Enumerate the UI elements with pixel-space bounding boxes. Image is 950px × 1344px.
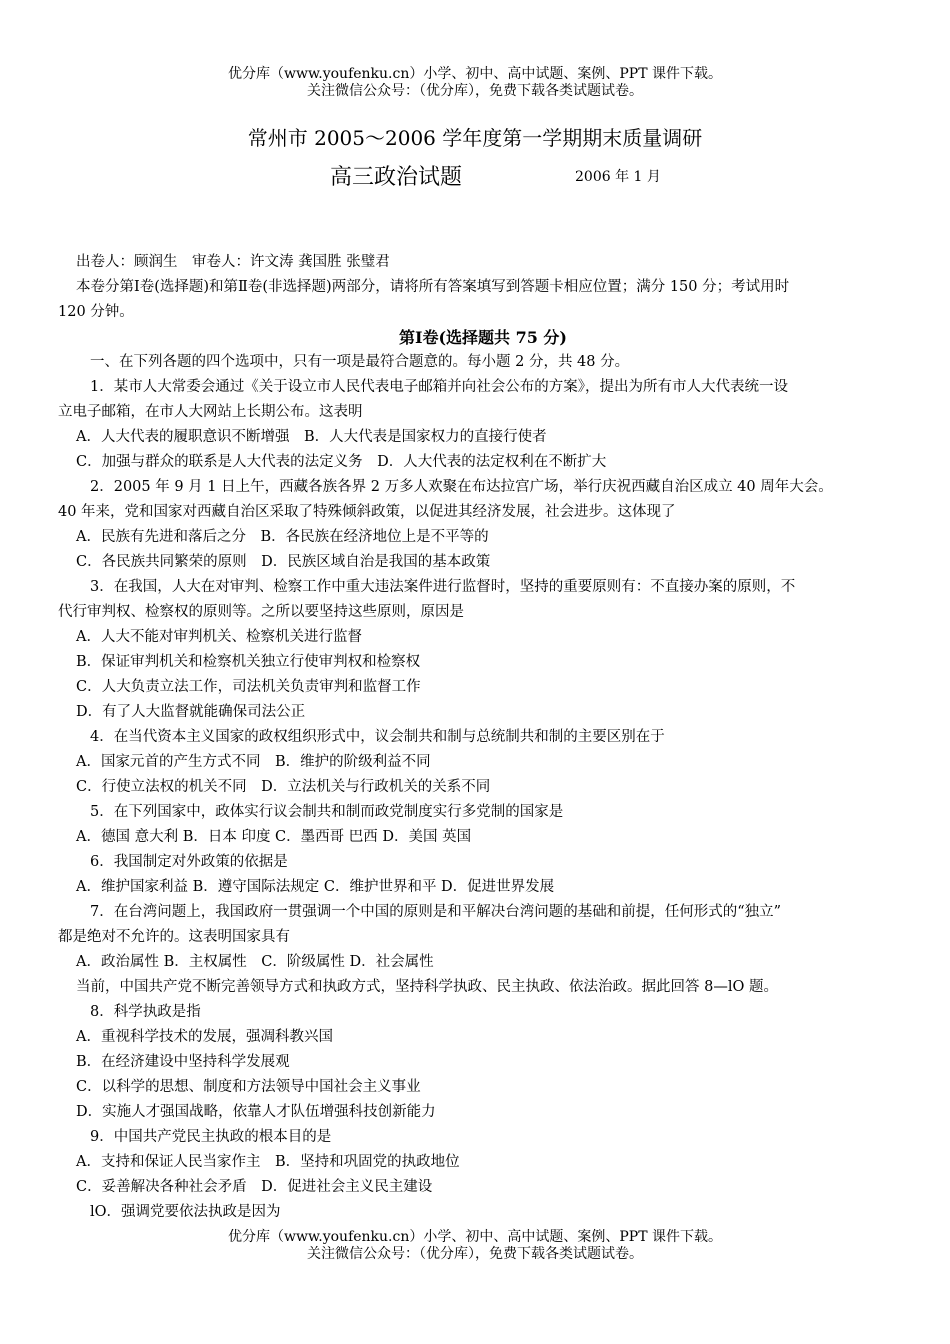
intro-line-1: 本卷分第Ⅰ卷(选择题)和第Ⅱ卷(非选择题)两部分，请将所有答案填写到答题卡相应位置；满分 150 分；考试用时 bbox=[76, 279, 790, 295]
question-8-option-a: A．重视科学技术的发展，强凋科教兴国 bbox=[76, 1029, 333, 1045]
question-1-text-cont: 立电子邮箱，在市人大网站上长期公布。这表明 bbox=[58, 404, 363, 420]
part-instruction: 一、在下列各题的四个选项中，只有一项是最符合题意的。每小题 2 分，共 48 分。 bbox=[90, 354, 630, 370]
question-1-options-ab: A．人大代表的履职意识不断增强 B．人大代表是国家权力的直接行使者 bbox=[76, 429, 547, 445]
question-3-option-a: A．人大不能对审判机关、检察机关进行监督 bbox=[76, 629, 362, 645]
footer-line-2: 关注微信公众号：（优分库），免费下载各类试题试卷。 bbox=[307, 1246, 643, 1262]
section-title: 第Ⅰ卷(选择题共 75 分) bbox=[398, 328, 568, 347]
footer-line-1: 优分库（www.youfenku.cn）小学、初中、高中试题、案例、PPT 课件下载。 bbox=[227, 1229, 722, 1245]
question-8-option-c: C．以科学的思想、制度和方法领导中国社会主义事业 bbox=[76, 1079, 421, 1095]
question-4-options-ab: A．国家元首的产生方式不同 B．维护的阶级利益不同 bbox=[76, 754, 431, 770]
question-5-options: A．德国 意大利 B．日本 印度 C．墨西哥 巴西 D．美国 英国 bbox=[76, 829, 472, 845]
question-7-options: A．政治属性 B．主权属性 C．阶级属性 D．社会属性 bbox=[76, 954, 434, 970]
question-2-options-cd: C．各民族共同繁荣的原则 D．民族区域自治是我国的基本政策 bbox=[76, 554, 491, 570]
exam-subject: 高三政治试题 bbox=[330, 165, 463, 190]
question-3-text-cont: 代行审判权、检察权的原则等。之所以要坚持这些原则，原因是 bbox=[58, 604, 464, 620]
page-header bbox=[0, 66, 950, 100]
question-1-text: 1．某市人大常委会通过《关于设立市人民代表电子邮箱并向社会公布的方案》，提出为所有市人大代表统一设 bbox=[90, 379, 788, 395]
question-2-text-cont: 40 年来，党和国家对西藏自治区采取了特殊倾斜政策，以促进其经济发展，社会进步。这体现了 bbox=[58, 504, 676, 520]
question-8-option-b: B．在经济建设中坚持科学发展观 bbox=[76, 1054, 290, 1070]
question-7-text-cont: 都是绝对不允许的。这表明国家具有 bbox=[58, 929, 290, 945]
question-8-option-d: D．实施人才强国战略，依靠人才队伍增强科技创新能力 bbox=[76, 1104, 436, 1120]
question-3-text: 3．在我国，人大在对审判、检察工作中重大违法案件进行监督时，坚持的重要原则有：不直接办案的原则，不 bbox=[90, 579, 796, 595]
question-2-options-ab: A．民族有先进和落后之分 B．各民族在经济地位上是不平等的 bbox=[76, 529, 489, 545]
authors-line: 出卷人：顾润生 审卷人：许文涛 龚国胜 张璧君 bbox=[76, 254, 390, 270]
question-3-option-c: C．人大负责立法工作，司法机关负责审判和监督工作 bbox=[76, 679, 421, 695]
question-9-text: 9．中国共产党民主执政的根本目的是 bbox=[90, 1129, 332, 1145]
page-footer bbox=[0, 1229, 950, 1263]
question-10-text: lO．强调党要依法执政是因为 bbox=[90, 1204, 281, 1220]
question-6-text: 6．我国制定对外政策的依据是 bbox=[90, 854, 288, 870]
exam-date: 2006 年 1 月 bbox=[575, 169, 661, 185]
question-9-options-cd: C．妥善解决各种社会矛盾 D．促进社会主义民主建设 bbox=[76, 1179, 433, 1195]
exam-title: 常州市 2005～2006 学年度第一学期期末质量调研 bbox=[247, 126, 703, 150]
intro-line-2: 120 分钟。 bbox=[58, 304, 134, 320]
question-3-option-b: B．保证审判机关和检察机关独立行使审判权和检察权 bbox=[76, 654, 421, 670]
question-7-text: 7．在台湾问题上，我国政府一贯强调一个中国的原则是和平解决台湾问题的基础和前提，任何形式的“独立” bbox=[90, 904, 782, 920]
question-8-text: 8．科学执政是指 bbox=[90, 1004, 201, 1020]
question-5-text: 5．在下列国家中，政体实行议会制共和制而政党制度实行多党制的国家是 bbox=[90, 804, 564, 820]
question-3-option-d: D．有了人大监督就能确保司法公正 bbox=[76, 704, 306, 720]
questions-8-10-lead: 当前，中国共产党不断完善领导方式和执政方式，坚持科学执政、民主执政、依法治政。据此回答 8—lO 题。 bbox=[76, 979, 778, 995]
exam-body bbox=[58, 250, 908, 1225]
question-4-text: 4．在当代资本主义国家的政权组织形式中，议会制共和制与总统制共和制的主要区别在于 bbox=[90, 729, 665, 745]
question-2-text: 2．2005 年 9 月 1 日上午，西藏各族各界 2 万多人欢聚在布达拉宫广场，举行庆祝西藏自治区成立 40 周年大会。 bbox=[90, 479, 833, 495]
header-line-2: 关注微信公众号：（优分库），免费下载各类试题试卷。 bbox=[307, 83, 643, 99]
question-4-options-cd: C．行使立法权的机关不同 D．立法机关与行政机关的关系不同 bbox=[76, 779, 491, 795]
question-6-options: A．维护国家利益 B．遵守国际法规定 C．维护世界和平 D．促进世界发展 bbox=[76, 879, 555, 895]
question-1-options-cd: C．加强与群众的联系是人大代表的法定义务 D．人大代表的法定权利在不断扩大 bbox=[76, 454, 607, 470]
header-line-1: 优分库（www.youfenku.cn）小学、初中、高中试题、案例、PPT 课件下载。 bbox=[227, 66, 722, 82]
question-9-options-ab: A．支持和保证人民当家作主 B．坚持和巩固党的执政地位 bbox=[76, 1154, 460, 1170]
